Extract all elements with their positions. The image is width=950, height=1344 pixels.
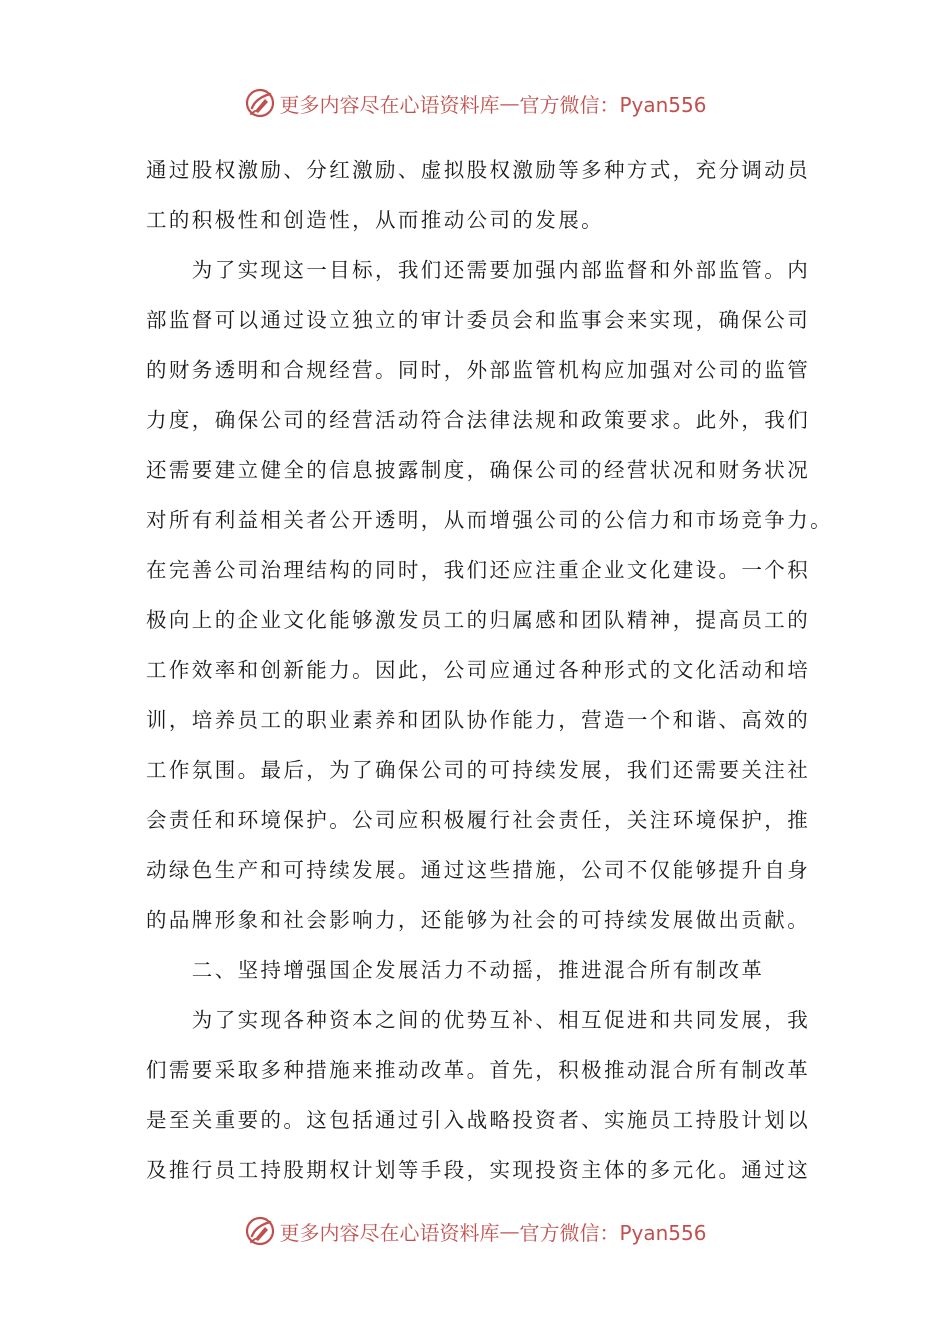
document-body	[146, 145, 833, 1195]
text-line: 的品牌形象和社会影响力，还能够为社会的可持续发展做出贡献。	[146, 908, 811, 932]
banner-brand-text: 更多内容尽在心语资料库	[279, 1220, 500, 1245]
banner-wechat-text: 官方微信：Pyan556	[519, 92, 707, 117]
pen-swirl-logo-icon	[243, 86, 277, 120]
text-line: 们需要采取多种措施来推动改革。首先，积极推动混合所有制改革	[146, 1058, 811, 1082]
text-line: 工作氛围。最后，为了确保公司的可持续发展，我们还需要关注社	[146, 758, 811, 782]
footer-banner	[0, 1211, 950, 1251]
text-line: 对所有利益相关者公开透明，从而增强公司的公信力和市场竞争力。	[146, 508, 833, 532]
text-line: 部监督可以通过设立独立的审计委员会和监事会来实现，确保公司	[146, 308, 811, 332]
text-line: 训，培养员工的职业素养和团队协作能力，营造一个和谐、高效的	[146, 708, 811, 732]
text-line: 极向上的企业文化能够激发员工的归属感和团队精神，提高员工的	[146, 608, 811, 632]
text-line: 工的积极性和创造性，从而推动公司的发展。	[146, 208, 604, 232]
banner-brand-text: 更多内容尽在心语资料库	[279, 92, 500, 117]
text-line: 还需要建立健全的信息披露制度，确保公司的经营状况和财务状况	[146, 458, 811, 482]
text-line: 是至关重要的。这包括通过引入战略投资者、实施员工持股计划以	[146, 1108, 811, 1132]
pen-swirl-logo-icon	[243, 1214, 277, 1248]
text-line: 及推行员工持股期权计划等手段，实现投资主体的多元化。通过这	[146, 1158, 811, 1182]
text-line: 为了实现这一目标，我们还需要加强内部监督和外部监管。内	[146, 258, 811, 282]
section-heading: 二、坚持增强国企发展活力不动摇，推进混合所有制改革	[146, 958, 765, 982]
text-line: 会责任和环境保护。公司应积极履行社会责任，关注环境保护，推	[146, 808, 811, 832]
text-line: 的财务透明和合规经营。同时，外部监管机构应加强对公司的监管	[146, 358, 811, 382]
text-line: 动绿色生产和可持续发展。通过这些措施，公司不仅能够提升自身	[146, 858, 811, 882]
text-line: 在完善公司治理结构的同时，我们还应注重企业文化建设。一个积	[146, 558, 811, 582]
header-banner	[0, 83, 950, 123]
text-line: 力度，确保公司的经营活动符合法律法规和政策要求。此外，我们	[146, 408, 811, 432]
banner-wechat-text: 官方微信：Pyan556	[519, 1220, 707, 1245]
text-line: 为了实现各种资本之间的优势互补、相互促进和共同发展，我	[146, 1008, 811, 1032]
text-line: 工作效率和创新能力。因此，公司应通过各种形式的文化活动和培	[146, 658, 811, 682]
text-line: 通过股权激励、分红激励、虚拟股权激励等多种方式，充分调动员	[146, 158, 811, 182]
banner-dash: —	[499, 91, 520, 115]
banner-dash: —	[499, 1219, 520, 1243]
